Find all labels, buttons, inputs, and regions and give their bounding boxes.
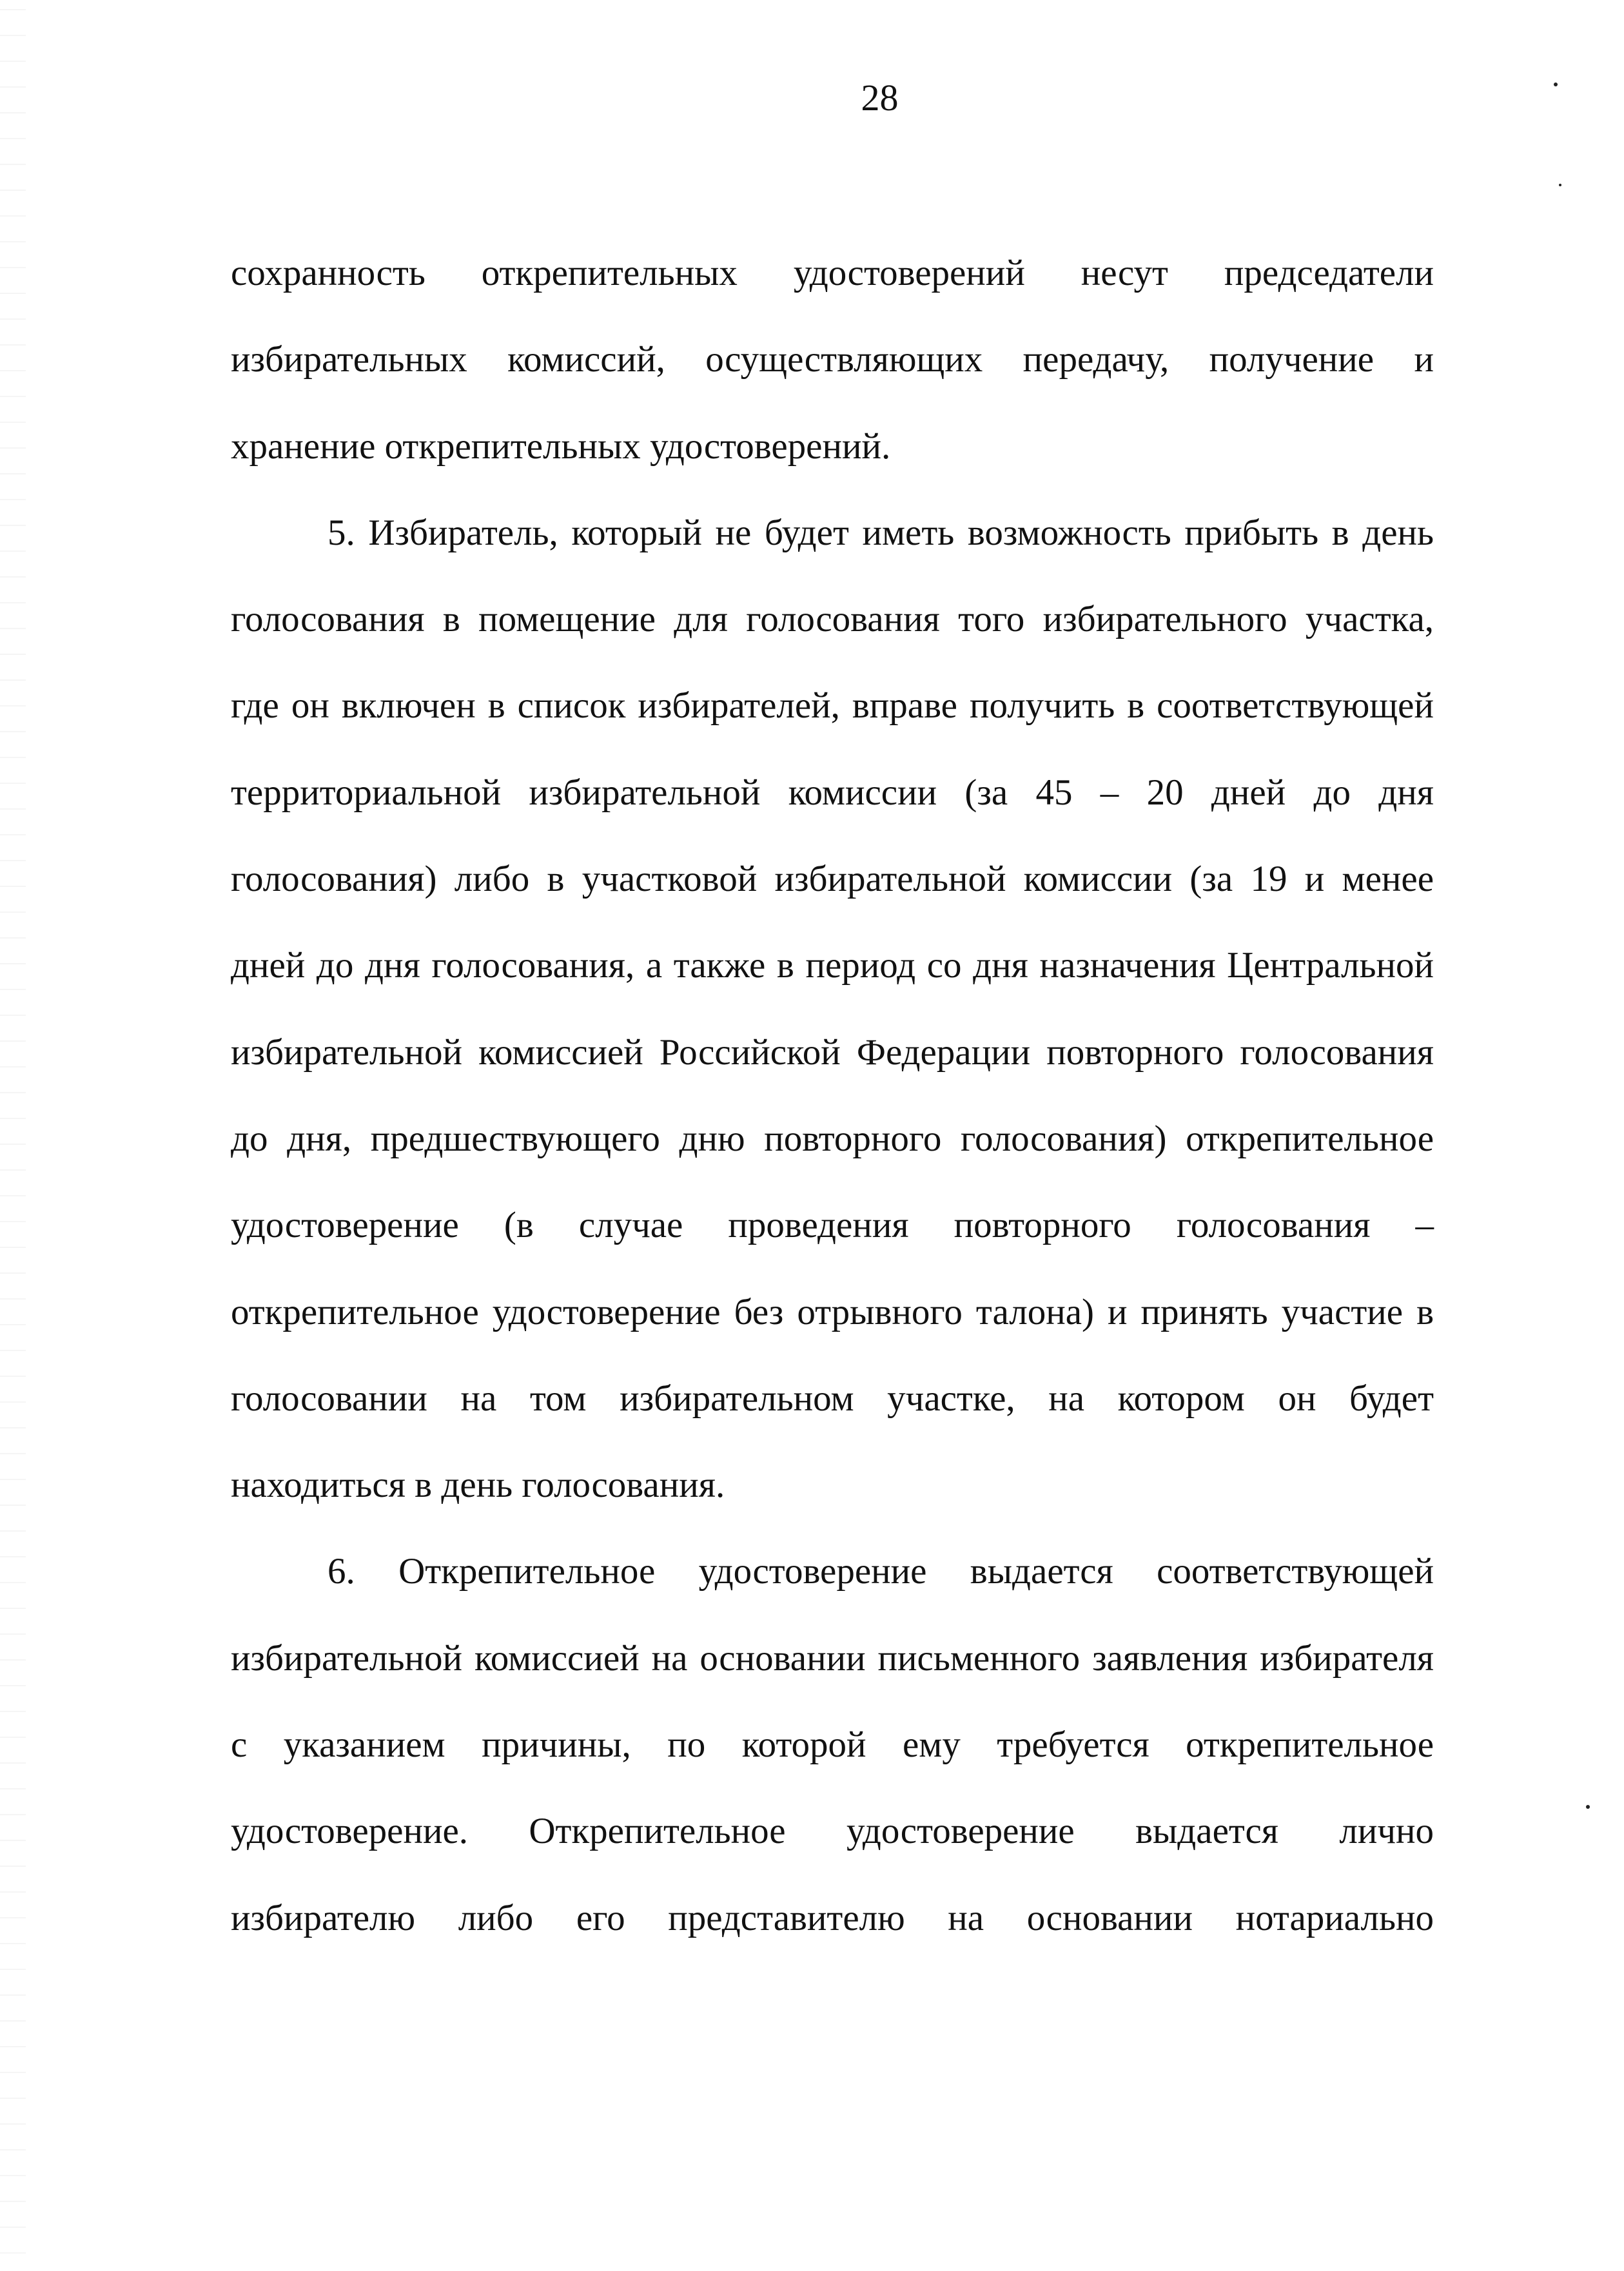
text-line: избирателю либо его представителю на основании нотариально: [231, 1897, 1434, 1938]
text-line: избирательных комиссий, осуществляющих передачу, получение и: [231, 339, 1434, 380]
text-line: 6. Открепительное удостоверение выдается соответствующей: [328, 1551, 1434, 1592]
text-line: голосовании на том избирательном участке, на котором он будет: [231, 1378, 1434, 1419]
text-line: удостоверение. Открепительное удостоверение выдается лично: [231, 1811, 1434, 1852]
text-line: открепительное удостоверение без отрывного талона) и принять участие в: [231, 1291, 1434, 1332]
document-body: [231, 230, 1434, 1962]
text-line: с указанием причины, по которой ему требуется открепительное: [231, 1724, 1434, 1766]
text-line: голосования в помещение для голосования того избирательного участка,: [231, 599, 1434, 640]
text-line: сохранность открепительных удостоверений несут председатели: [231, 253, 1434, 293]
text-line: находиться в день голосования.: [231, 1465, 725, 1506]
text-line: избирательной комиссией на основании письменного заявления избирателя: [231, 1637, 1434, 1679]
text-line: 5. Избиратель, который не будет иметь возможность прибыть в день: [328, 512, 1434, 553]
text-line: избирательной комиссией Российской Федерации повторного голосования: [231, 1031, 1434, 1073]
page-number: 28: [861, 77, 899, 119]
text-line: хранение открепительных удостоверений.: [231, 425, 891, 467]
text-line: голосования) либо в участковой избирательной комиссии (за 19 и менее: [231, 859, 1434, 900]
text-line: где он включен в список избирателей, вправе получить в соответствующей: [231, 685, 1434, 726]
text-line: территориальной избирательной комиссии (за 45 – 20 дней до дня: [231, 772, 1434, 813]
text-line: удостоверение (в случае проведения повторного голосования –: [231, 1205, 1434, 1246]
scan-speck: [1559, 184, 1561, 186]
scan-speck: [1586, 1805, 1590, 1809]
text-line: до дня, предшествующего дню повторного голосования) открепительное: [231, 1118, 1434, 1159]
text-line: дней до дня голосования, а также в период со дня назначения Центральной: [231, 945, 1434, 986]
scan-edge-artifact: [0, 0, 26, 2271]
